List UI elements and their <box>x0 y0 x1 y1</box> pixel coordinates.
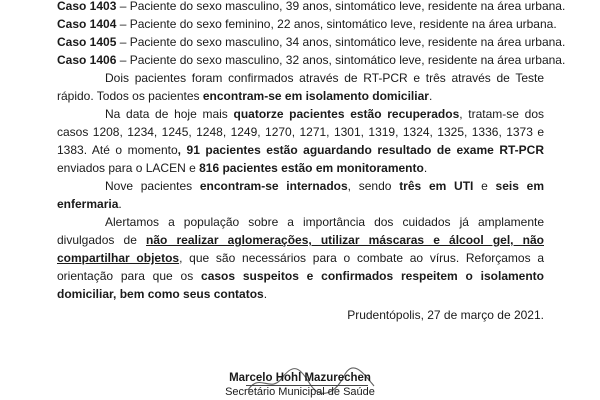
case-description: – Paciente do sexo masculino, 32 anos, sintomático leve, residente na área urbana. <box>116 53 566 67</box>
case-id: Caso 1404 <box>57 17 117 31</box>
hospitalization-paragraph: Nove pacientes encontram-se internados, sendo três em UTI e seis em enfermaria. <box>57 179 544 211</box>
case-id: Caso 1403 <box>57 0 117 13</box>
case-description: – Paciente do sexo masculino, 39 anos, sintomático leve, residente na área urbana. <box>116 0 566 13</box>
signatory-name: Marcelo Hohl Mazurechen <box>229 372 371 384</box>
case-description: – Paciente do sexo feminino, 22 anos, sintomático leve, residente na área urbana. <box>116 17 557 31</box>
recovery-paragraph: Na data de hoje mais quatorze pacientes estão recuperados, tratam-se dos casos 1208, 1234, 1245, 1248, 1249, 1270, 1271, 1301, 1319, 1324, 1325, 1336, 1373 e 1383. Até o momento, 91 pacientes estão aguardando resultado de exame RT-PCR enviados para o LACEN e 816 pacientes estão em monitoramento. <box>57 107 545 175</box>
signatory-role: Secretário Municipal de Saúde <box>225 386 375 398</box>
document-date: Prudentópolis, 27 de março de 2021. <box>347 308 544 322</box>
case-id: Caso 1406 <box>57 53 117 67</box>
case-line <box>57 0 566 15</box>
case-description: – Paciente do sexo masculino, 34 anos, sintomático leve, residente na área urbana. <box>116 35 566 49</box>
case-line <box>57 33 566 51</box>
case-line <box>57 51 566 69</box>
bulletin-body <box>57 0 566 324</box>
case-line <box>57 15 557 33</box>
confirmation-paragraph: Dois pacientes foram confirmados através de RT-PCR e três através de Teste rápido. Todos os pacientes encontram-se em isolamento domiciliar. <box>57 71 544 103</box>
case-id: Caso 1405 <box>57 35 117 49</box>
prevention-paragraph: Alertamos a população sobre a importância dos cuidados já amplamente divulgados de não realizar aglomerações, utilizar máscaras e álcool gel, não compartilhar objetos, que são necessários para o combate ao vírus. Reforçamos a orientação para que os casos suspeitos e confirmados respeitem o isolamento domiciliar, bem como seus contatos. <box>57 215 544 301</box>
